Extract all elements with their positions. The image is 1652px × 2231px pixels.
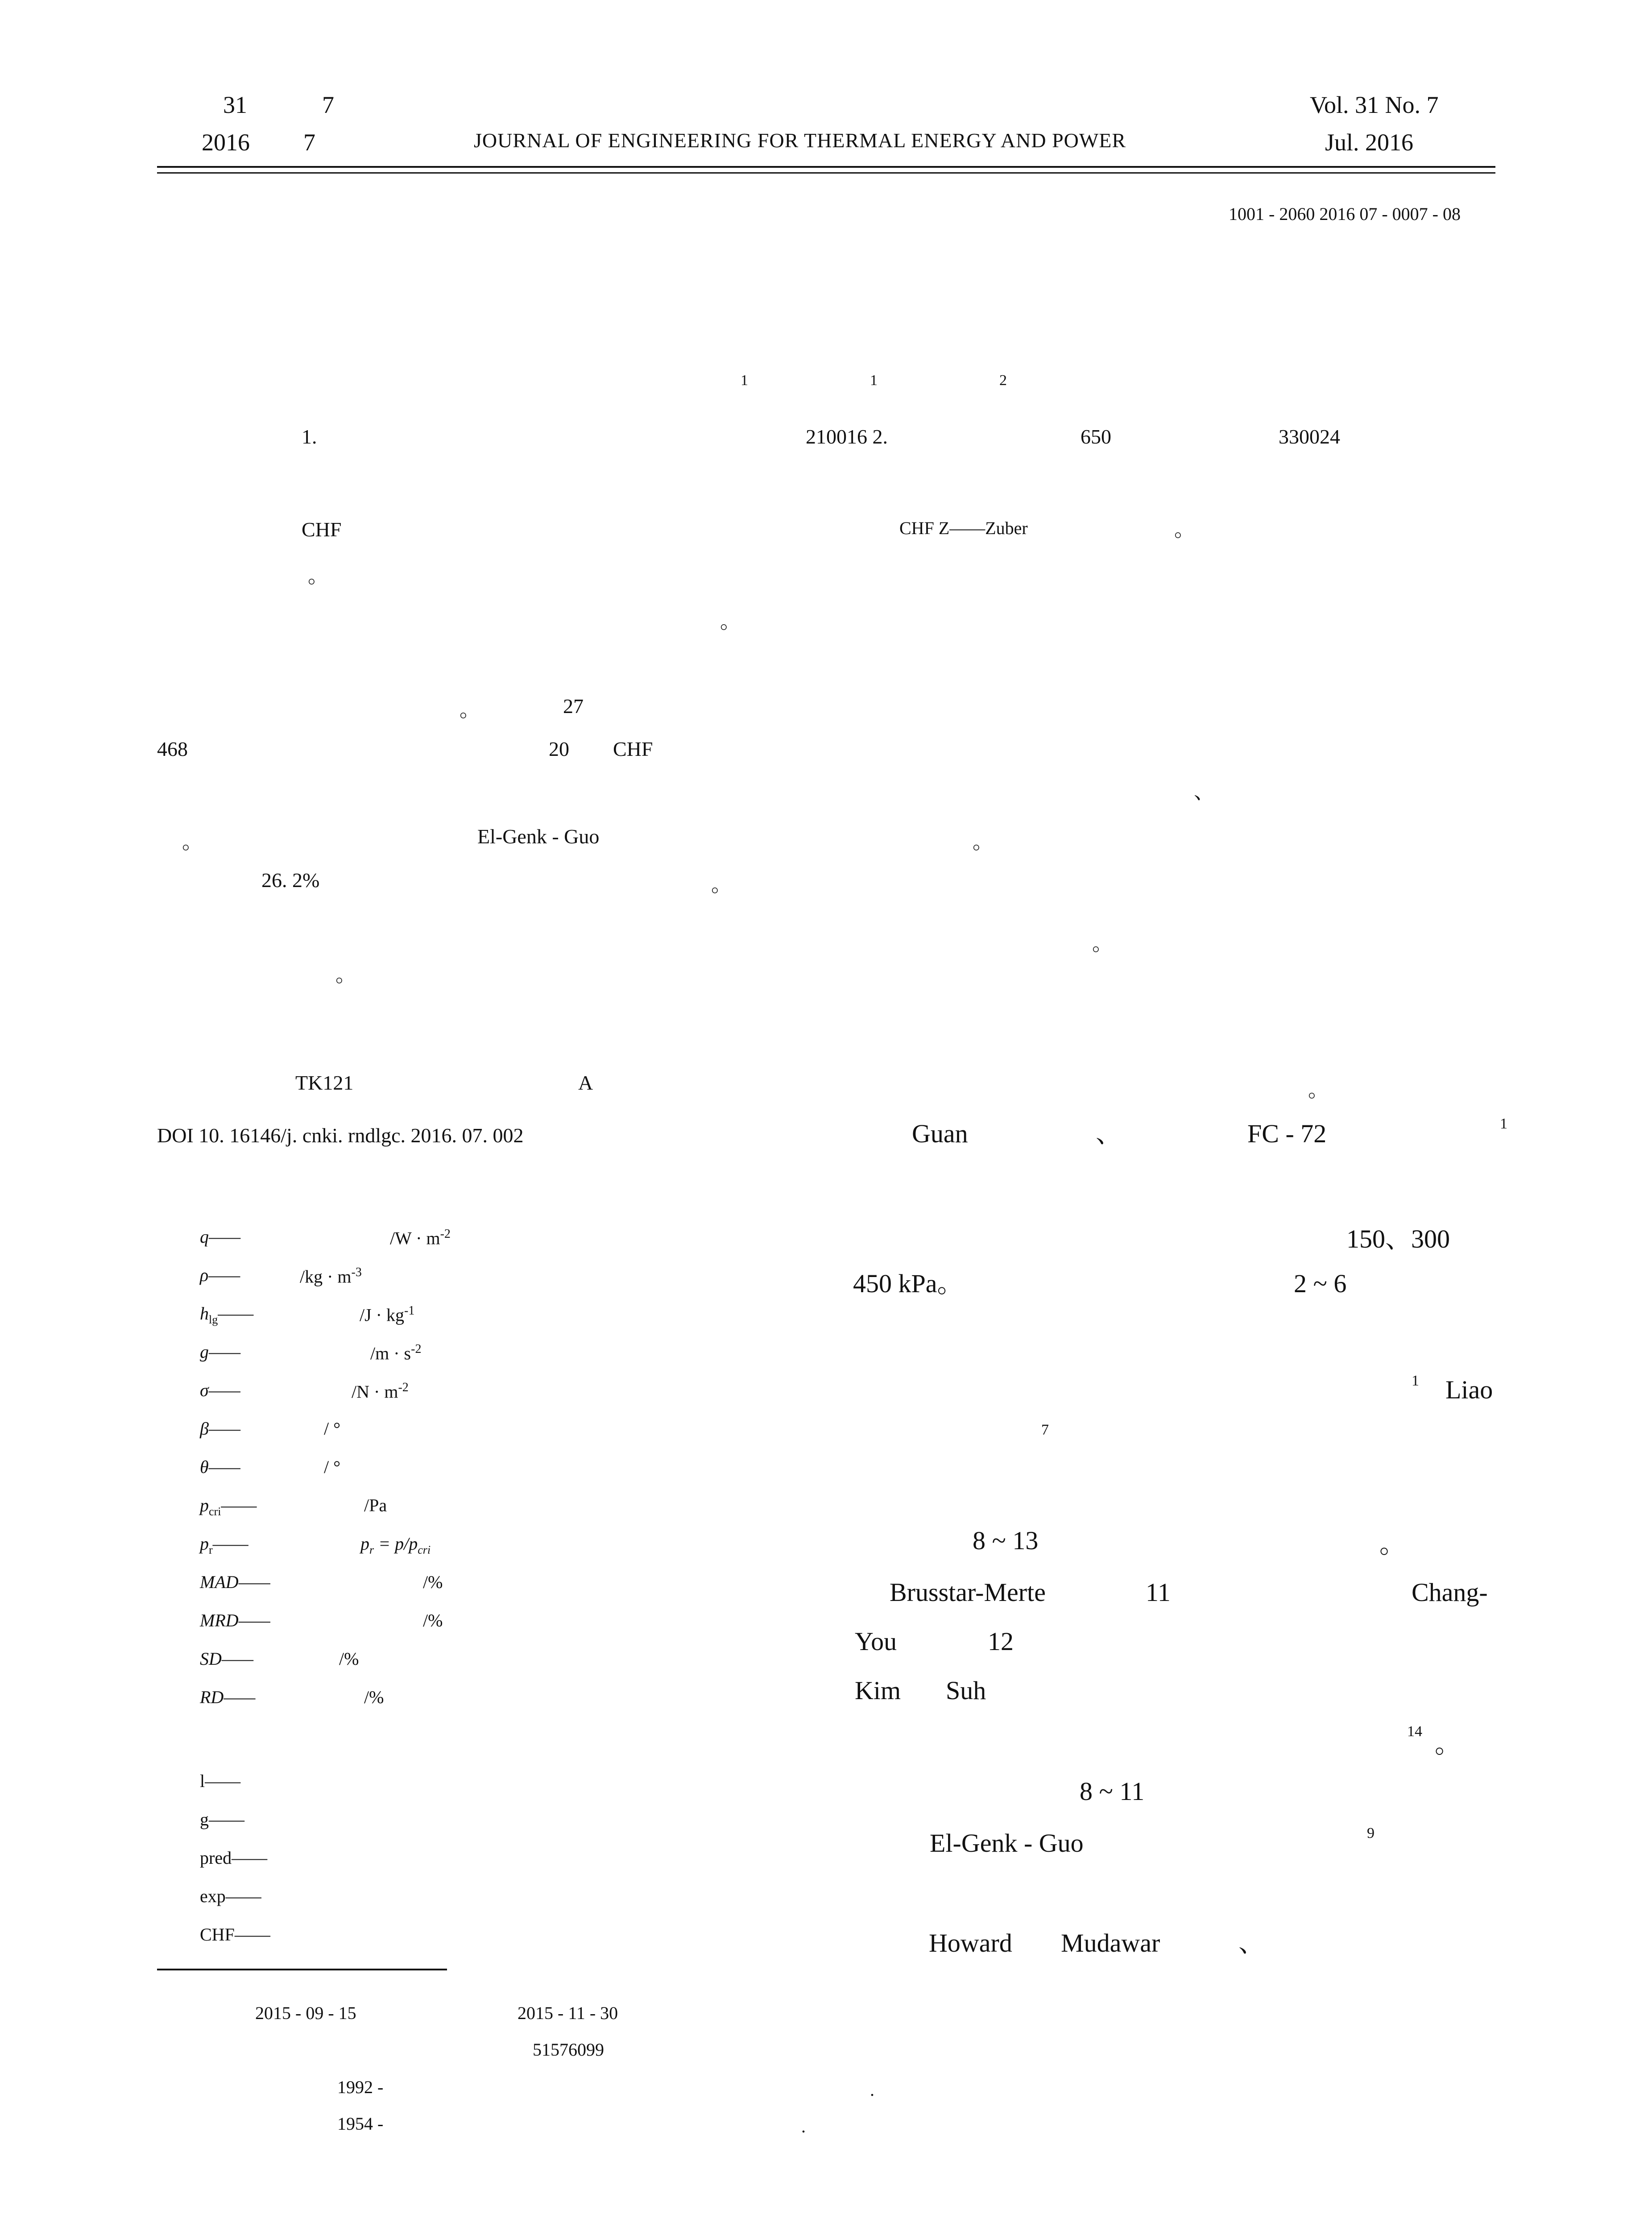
- subscript-item: l——: [200, 1771, 241, 1791]
- affiliation-650: 650: [1081, 425, 1111, 448]
- nomenclature-unit: $/W \cdot m^{-2}$: [390, 1227, 451, 1248]
- journal-title: JOURNAL OF ENGINEERING FOR THERMAL ENERGY AND POWER: [474, 129, 1126, 152]
- doi: DOI 10. 16146/j. cnki. rndlgc. 2016. 07. 002: [157, 1124, 524, 1147]
- abstract-period: 。: [335, 963, 356, 986]
- body-period: 。: [1435, 1729, 1461, 1758]
- abstract-zuber: CHF Z——Zuber: [899, 518, 1028, 538]
- body-ref: 1: [1500, 1116, 1507, 1132]
- body-mudawar: Mudawar: [1061, 1928, 1160, 1957]
- fund-number: 51576099: [533, 2040, 604, 2060]
- nomenclature-symbol: $h_{lg}——$: [200, 1303, 254, 1326]
- nomenclature-unit: $/N \cdot m^{-2}$: [352, 1381, 409, 1402]
- body-comma: 、: [1238, 1928, 1265, 1957]
- header-rule-top: [157, 166, 1495, 168]
- nomenclature-unit: /Pa: [364, 1495, 387, 1515]
- revised-date: 2015 - 11 - 30: [518, 2003, 618, 2023]
- subscript-item: g——: [200, 1809, 244, 1829]
- header-month-cn: 7: [303, 129, 315, 156]
- nomenclature-unit: $/m \cdot s^{-2}$: [370, 1342, 422, 1364]
- author-bio-1-end: .: [870, 2080, 874, 2100]
- author-mark-3: 2: [999, 372, 1007, 389]
- body-comma: 、: [1096, 1119, 1122, 1148]
- header-rule-bottom: [157, 172, 1495, 174]
- body-chang: Chang-: [1412, 1578, 1488, 1607]
- nomenclature-unit: /%: [423, 1610, 443, 1630]
- abstract-468: 468: [157, 738, 188, 760]
- body-period: 。: [1379, 1530, 1406, 1559]
- abstract-el-genk-guo: El-Genk - Guo: [477, 825, 600, 848]
- author-bio-2: 1954 -: [337, 2114, 384, 2134]
- header-year-cn: 2016: [202, 129, 250, 156]
- abstract-period: 。: [720, 610, 741, 633]
- received-date: 2015 - 09 - 15: [255, 2003, 356, 2023]
- nomenclature-symbol: MAD——: [200, 1572, 270, 1592]
- abstract-chf: CHF: [302, 518, 342, 541]
- abstract-chf-2: CHF: [613, 738, 653, 760]
- nomenclature-unit: $/J \cdot kg^{-1}$: [360, 1304, 415, 1325]
- header-date-en: Jul. 2016: [1325, 129, 1414, 156]
- abstract-period: 。: [182, 830, 203, 853]
- affiliation-postcode-2: 330024: [1279, 425, 1340, 448]
- nomenclature-symbol: $p_{cri}——$: [200, 1495, 257, 1518]
- keywords-period: 。: [1308, 1078, 1329, 1101]
- abstract-period: 。: [308, 564, 328, 587]
- abstract-period: 。: [460, 698, 480, 721]
- body-you: You: [855, 1627, 897, 1656]
- article-number: 1001 - 2060 2016 07 - 0007 - 08: [1229, 204, 1461, 224]
- body-ref: 14: [1407, 1723, 1422, 1740]
- body-liao: Liao: [1445, 1375, 1493, 1404]
- body-ref: 7: [1041, 1422, 1049, 1438]
- footnote-rule: [157, 1969, 447, 1970]
- author-bio-2-end: .: [801, 2116, 806, 2136]
- nomenclature-unit: /%: [339, 1649, 359, 1669]
- nomenclature-symbol: ρ——: [200, 1265, 240, 1285]
- body-pressures: 150、300: [1346, 1224, 1450, 1253]
- subscript-item: exp——: [200, 1886, 261, 1906]
- nomenclature-symbol: $p_r——$: [200, 1534, 248, 1556]
- author-mark-1: 1: [741, 372, 748, 389]
- body-ref: 1: [1412, 1373, 1419, 1389]
- nomenclature-symbol: q——: [200, 1227, 241, 1247]
- header-number-cn: 7: [322, 91, 334, 118]
- body-ref-12: 12: [988, 1627, 1014, 1656]
- nomenclature-unit: / °: [324, 1418, 341, 1439]
- subscript-item: pred——: [200, 1848, 268, 1868]
- body-brusstar-merte: Brusstar-Merte: [890, 1578, 1046, 1607]
- body-ref-11: 11: [1146, 1578, 1171, 1607]
- nomenclature-unit: $/kg \cdot m^{-3}$: [300, 1265, 362, 1287]
- affiliation-1: 1.: [302, 425, 317, 448]
- body-kim: Kim: [855, 1676, 901, 1705]
- nomenclature-symbol: β——: [200, 1418, 241, 1439]
- abstract-26-2-percent: 26. 2%: [261, 869, 320, 892]
- clc-number: TK121: [295, 1071, 354, 1094]
- author-bio-1: 1992 -: [337, 2077, 384, 2097]
- body-range-8-13: 8 ~ 13: [973, 1526, 1039, 1555]
- affiliation-postcode-1: 210016 2.: [806, 425, 888, 448]
- abstract-period: 。: [1092, 932, 1113, 955]
- document-code: A: [578, 1071, 593, 1094]
- header-volume-cn: 31: [223, 91, 247, 118]
- abstract-comma: 、: [1194, 780, 1214, 803]
- body-el-genk-guo: El-Genk - Guo: [930, 1829, 1084, 1858]
- body-range-2-6: 2 ~ 6: [1294, 1269, 1347, 1298]
- abstract-period: 。: [711, 873, 732, 896]
- body-range-8-11: 8 ~ 11: [1080, 1777, 1145, 1806]
- abstract-period: 。: [1174, 518, 1195, 541]
- body-450kpa: 450 kPa。: [853, 1269, 963, 1298]
- body-howard: Howard: [929, 1928, 1012, 1957]
- nomenclature-symbol: RD——: [200, 1687, 256, 1707]
- header-volume-en: Vol. 31 No. 7: [1310, 91, 1439, 118]
- nomenclature-symbol: θ——: [200, 1457, 240, 1477]
- body-fc72: FC - 72: [1247, 1119, 1327, 1148]
- abstract-period: 。: [973, 830, 993, 853]
- subscript-item: CHF——: [200, 1924, 270, 1945]
- nomenclature-unit: /%: [423, 1572, 443, 1592]
- author-mark-2: 1: [870, 372, 878, 389]
- abstract-20: 20: [549, 738, 569, 760]
- nomenclature-symbol: σ——: [200, 1380, 240, 1400]
- body-suh: Suh: [946, 1676, 986, 1705]
- body-guan: Guan: [912, 1119, 968, 1148]
- nomenclature-symbol: g——: [200, 1342, 241, 1362]
- nomenclature-unit: $p_r = p/p_{cri}$: [360, 1534, 431, 1556]
- abstract-27: 27: [563, 695, 584, 717]
- body-ref: 9: [1367, 1825, 1375, 1841]
- nomenclature-unit: / °: [324, 1457, 341, 1477]
- nomenclature-unit: /%: [364, 1687, 384, 1707]
- nomenclature-symbol: MRD——: [200, 1610, 270, 1630]
- nomenclature-symbol: SD——: [200, 1649, 254, 1669]
